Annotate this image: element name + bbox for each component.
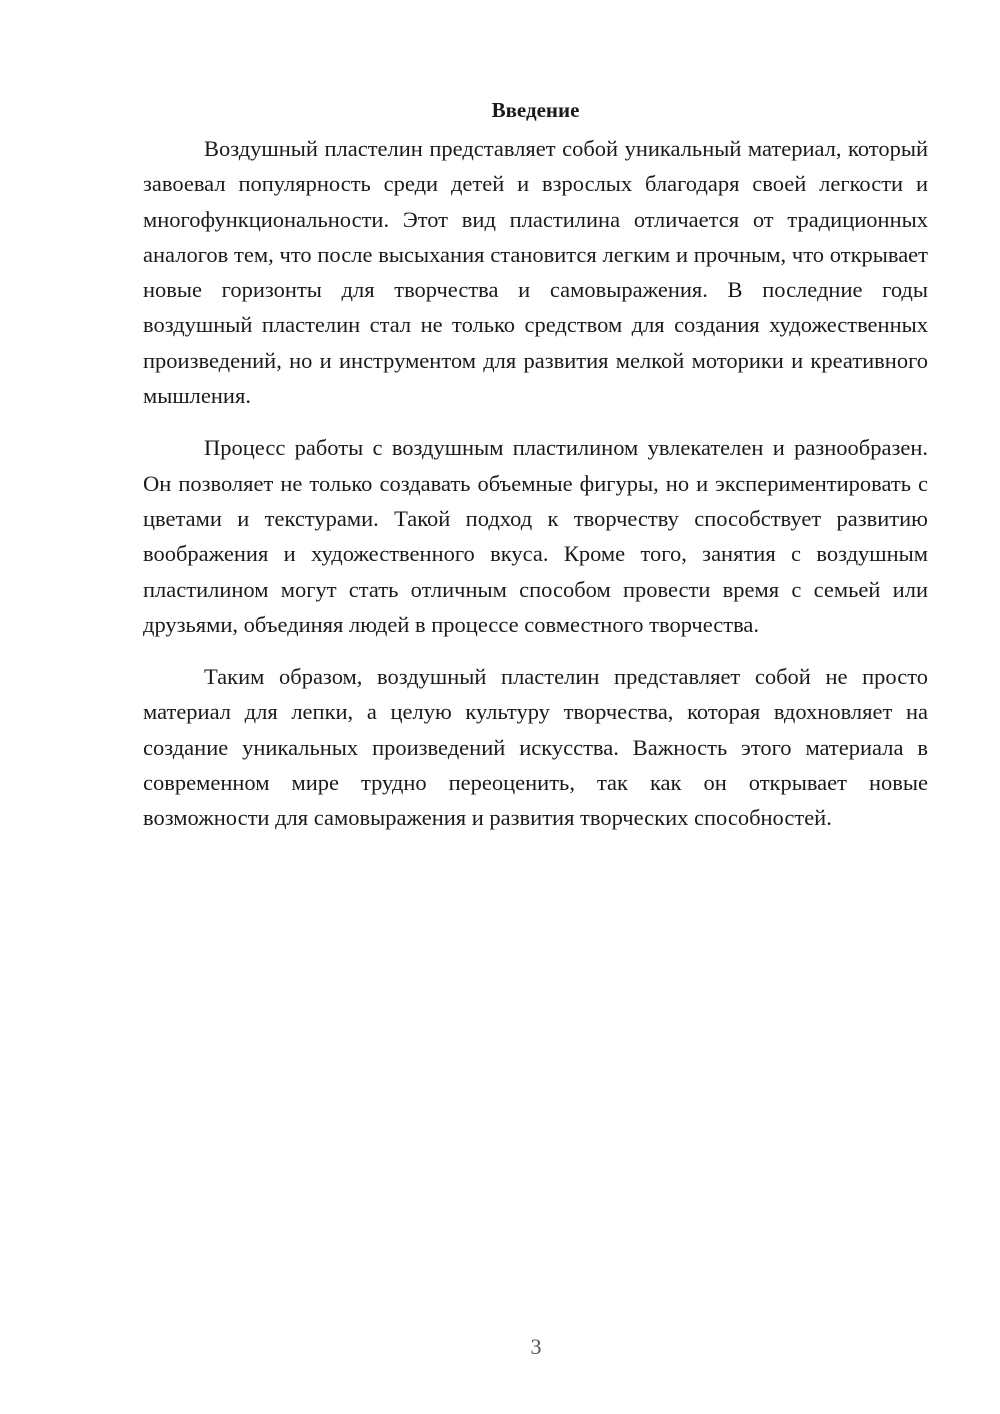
section-heading: Введение [491, 98, 580, 122]
page-content [143, 93, 928, 853]
paragraph-2: Процесс работы с воздушным пластилином увлекателен и разнообразен. Он позволяет не только создавать объемные фигуры, но и экспериментировать с цветами и текстурами. Такой подход к творчеству способствует развитию воображения и художественного вкуса. Кроме того, занятия с воздушным пластилином могут стать отличным способом провести время с семьей или друзьями, объединяя людей в процессе совместного творчества. [143, 435, 928, 637]
paragraph-3: Таким образом, воздушный пластелин представляет собой не просто материал для лепки, а целую культуру творчества, которая вдохновляет на создание уникальных произведений искусства. Важность этого материала в современном мире трудно переоценить, так как он открывает новые возможности для самовыражения и развития творческих способностей. [143, 664, 928, 831]
page-number: 3 [530, 1334, 542, 1359]
paragraph-1: Воздушный пластелин представляет собой уникальный материал, который завоевал популярность среди детей и взрослых благодаря своей легкости и многофункциональности. Этот вид пластилина отличается от традиционных аналогов тем, что после высыхания становится легким и прочным, что открывает новые горизонты для творчества и самовыражения. В последние годы воздушный пластелин стал не только средством для создания художественных произведений, но и инструментом для развития мелкой моторики и креативного мышления. [143, 136, 928, 409]
